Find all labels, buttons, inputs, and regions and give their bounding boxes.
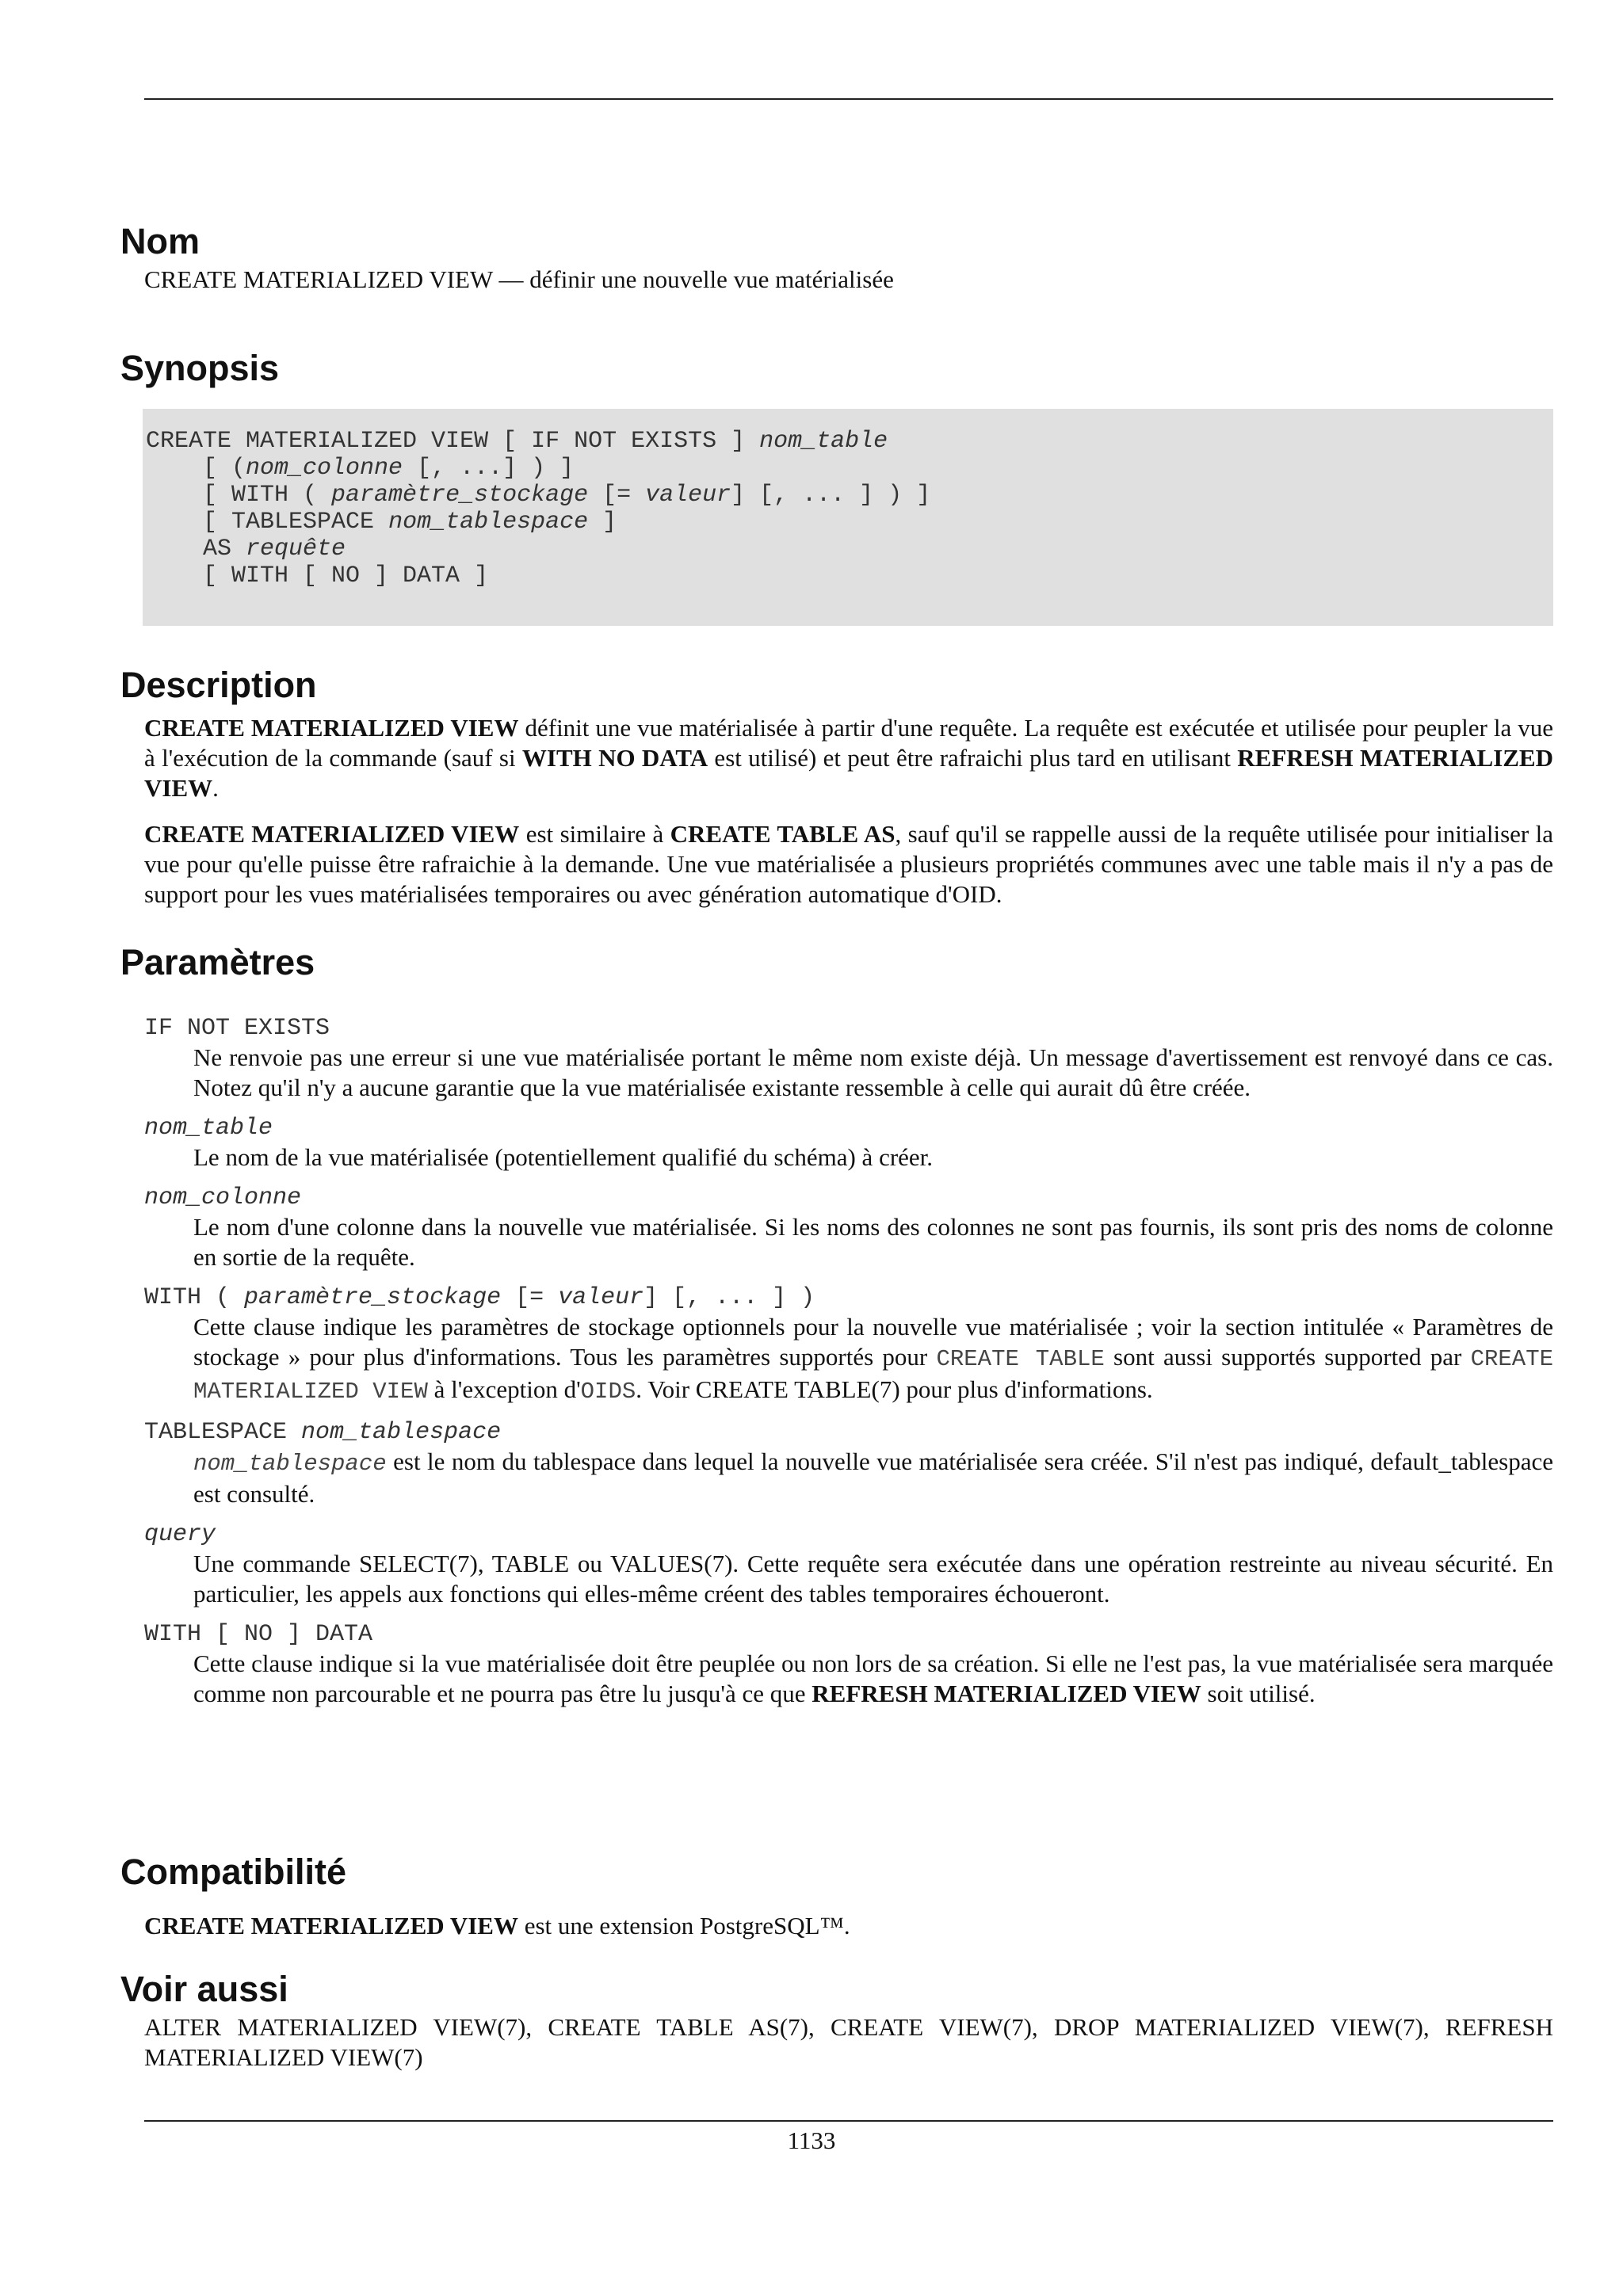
param-term-nom-table: nom_table bbox=[144, 1115, 273, 1142]
param-def-if-not-exists: Ne renvoie pas une erreur si une vue matérialisée portant le même nom existe déjà. Un message d'avertissement est renvoyé dans ce cas. Notez qu'il n'y a aucune garantie que la vue matérialisée existante ressemble à celle qui aurait dû être créée. bbox=[193, 1043, 1553, 1101]
param-def-with-data: Cette clause indique si la vue matérialisée doit être peuplée ou non lors de sa création. Si elle ne l'est pas, la vue matérialisée sera marquée comme non parcourable et ne pourra pas être lu jusqu'à ce que REFRESH MATERIALIZED VIEW soit utilisé. bbox=[193, 1650, 1553, 1707]
param-def-nom-table: Le nom de la vue matérialisée (potentiellement qualifié du schéma) à créer. bbox=[193, 1143, 934, 1171]
param-def-tablespace: nom_tablespace est le nom du tablespace dans lequel la nouvelle vue matérialisée sera créée. S'il n'est pas indiqué, default_tablespace est consulté. bbox=[193, 1447, 1553, 1508]
param-term-tablespace: TABLESPACE nom_tablespace bbox=[144, 1419, 502, 1446]
heading-parametres: Paramètres bbox=[120, 942, 315, 982]
description-paragraph-1: CREATE MATERIALIZED VIEW définit une vue matérialisée à partir d'une requête. La requête est exécutée et utilisée pour peupler la vue à l'exécution de la commande (sauf si WITH NO DATA est utilisé) et peut être rafraichi plus tard en utilisant REFRESH MATERIALIZED VIEW. bbox=[144, 714, 1553, 802]
parameters-list bbox=[144, 1014, 1553, 1709]
param-def-with: Cette clause indique les paramètres de stockage optionnels pour la nouvelle vue matérialisée ; voir la section intitulée « Paramètres de stockage » pour plus d'informations. Tous les paramètres supportés pour CREATE TABLE sont aussi supportés supported par CREATE MATERIALIZED VIEW à l'exception d'OIDS. Voir CREATE TABLE(7) pour plus d'informations. bbox=[193, 1313, 1553, 1405]
voir-aussi-text: ALTER MATERIALIZED VIEW(7), CREATE TABLE AS(7), CREATE VIEW(7), DROP MATERIALIZED VIEW(7), REFRESH MATERIALIZED VIEW(7) bbox=[144, 2013, 1553, 2071]
page-number: 1133 bbox=[787, 2126, 836, 2154]
nom-text: CREATE MATERIALIZED VIEW — définir une nouvelle vue matérialisée bbox=[144, 265, 894, 293]
param-term-query: query bbox=[144, 1521, 216, 1548]
heading-compatibilite: Compatibilité bbox=[120, 1852, 347, 1892]
compatibilite-text: CREATE MATERIALIZED VIEW est une extension PostgreSQL™. bbox=[144, 1912, 850, 1939]
bottom-rule bbox=[144, 2120, 1553, 2122]
param-term-if-not-exists: IF NOT EXISTS bbox=[144, 1015, 330, 1042]
param-term-with-data: WITH [ NO ] DATA bbox=[144, 1621, 373, 1648]
heading-voir-aussi: Voir aussi bbox=[120, 1969, 288, 2009]
top-rule bbox=[144, 98, 1553, 100]
heading-description: Description bbox=[120, 665, 317, 705]
description-paragraph-2: CREATE MATERIALIZED VIEW est similaire à CREATE TABLE AS, sauf qu'il se rappelle aussi de la requête utilisée pour initialiser la vue pour qu'elle puisse être rafraichie à la demande. Une vue matérialisée a plusieurs propriétés communes avec une table mais il n'y a pas de support pour les vues matérialisées temporaires ou avec génération automatique d'OID. bbox=[144, 820, 1553, 908]
param-term-nom-colonne: nom_colonne bbox=[144, 1184, 302, 1211]
param-def-nom-colonne: Le nom d'une colonne dans la nouvelle vue matérialisée. Si les noms des colonnes ne sont pas fournis, ils sont pris des noms de colonne en sortie de la requête. bbox=[193, 1213, 1553, 1271]
description-section bbox=[144, 713, 1553, 910]
heading-synopsis: Synopsis bbox=[120, 348, 280, 388]
synopsis-box bbox=[143, 409, 1553, 626]
heading-nom: Nom bbox=[120, 221, 200, 261]
param-term-with: WITH ( paramètre_stockage [= valeur] [, ... ] ) bbox=[144, 1284, 815, 1311]
synopsis-code: CREATE MATERIALIZED VIEW [ IF NOT EXISTS ] nom_table [ (nom_colonne [, ...] ) ] [ WITH ( paramètre_stockage [= valeur] [, ... ] ) ] [ TABLESPACE nom_tablespace ] AS requête [ WITH [ NO ] DATA ] bbox=[146, 428, 931, 589]
param-def-query: Une commande SELECT(7), TABLE ou VALUES(7). Cette requête sera exécutée dans une opération restreinte au niveau sécurité. En particulier, les appels aux fonctions qui elles-même créent des tables temporaires échoueront. bbox=[193, 1550, 1553, 1608]
